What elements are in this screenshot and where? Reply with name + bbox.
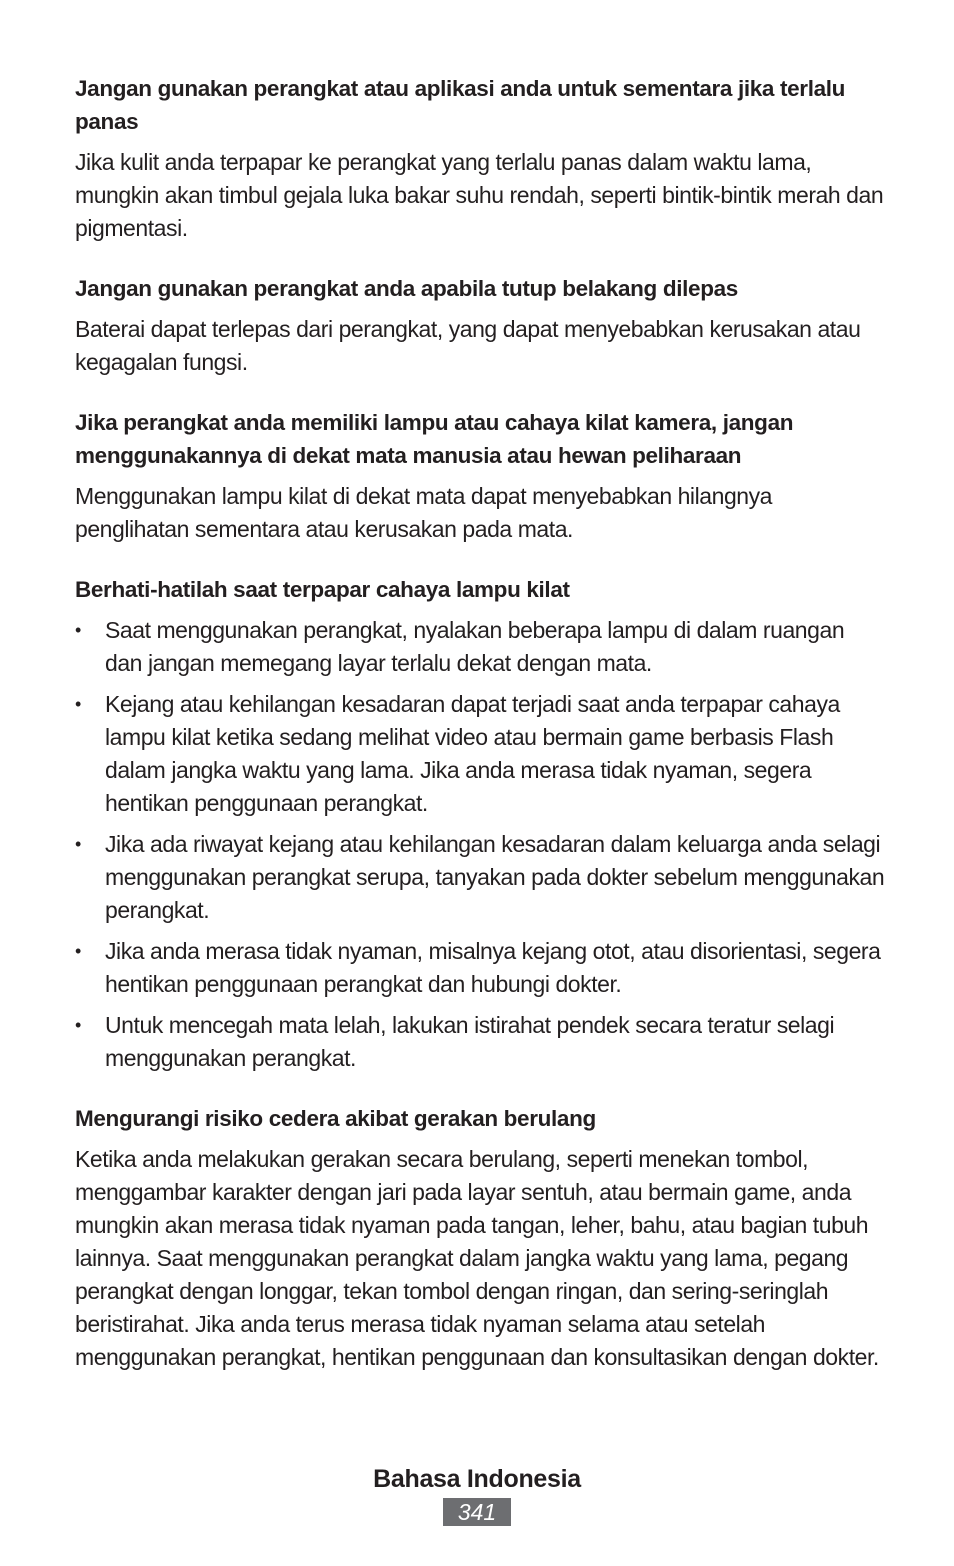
section-heading: Jangan gunakan perangkat anda apabila tutup belakang dilepas — [75, 276, 738, 301]
list-item-text: Untuk mencegah mata lelah, lakukan istirahat pendek secara teratur selagi menggunakan perangkat. — [105, 1012, 835, 1071]
footer-language: Bahasa Indonesia — [373, 1465, 581, 1493]
section-paragraph: Jika kulit anda terpapar ke perangkat yang terlalu panas dalam waktu lama, mungkin akan timbul gejala luka bakar suhu rendah, seperti bintik-bintik merah dan pigmentasi. — [75, 149, 884, 241]
section-heading: Jangan gunakan perangkat atau aplikasi anda untuk sementara jika terlalu panas — [75, 76, 846, 134]
document-body — [75, 72, 885, 1374]
list-item — [75, 614, 885, 680]
section-paragraph: Menggunakan lampu kilat di dekat mata dapat menyebabkan hilangnya penglihatan sementara atau kerusakan pada mata. — [75, 483, 773, 542]
bullet-icon: • — [75, 694, 81, 714]
section-overheat — [75, 72, 885, 245]
bullet-list — [75, 614, 885, 1075]
section-paragraph: Ketika anda melakukan gerakan secara berulang, seperti menekan tombol, menggambar karakter dengan jari pada layar sentuh, atau bermain game, anda mungkin akan merasa tidak nyaman pada tangan, leher, bahu, atau bagian tubuh lainnya. Saat menggunakan perangkat dalam jangka waktu yang lama, pegang perangkat dengan longgar, tekan tombol dengan ringan, dan sering-seringlah beristirahat. Jika anda terus merasa tidak nyaman selama atau setelah menggunakan perangkat, hentikan penggunaan dan konsultasikan dengan dokter. — [75, 1146, 879, 1370]
list-item-text: Jika anda merasa tidak nyaman, misalnya kejang otot, atau disorientasi, segera hentikan penggunaan perangkat dan hubungi dokter. — [105, 938, 881, 997]
list-item-text: Kejang atau kehilangan kesadaran dapat terjadi saat anda terpapar cahaya lampu kilat ketika sedang melihat video atau bermain game berbasis Flash dalam jangka waktu yang lama. Jika anda merasa tidak nyaman, segera hentikan penggunaan perangkat. — [105, 691, 840, 816]
section-flash-exposure — [75, 573, 885, 1075]
bullet-icon: • — [75, 620, 81, 640]
page-footer — [0, 1462, 954, 1526]
section-back-cover — [75, 272, 885, 379]
section-heading: Mengurangi risiko cedera akibat gerakan berulang — [75, 1106, 596, 1131]
page-number: 341 — [443, 1498, 511, 1526]
section-repetitive-motion — [75, 1102, 885, 1374]
list-item — [75, 935, 885, 1001]
bullet-icon: • — [75, 941, 81, 961]
section-heading: Berhati-hatilah saat terpapar cahaya lampu kilat — [75, 577, 570, 602]
section-camera-flash — [75, 406, 885, 546]
list-item — [75, 828, 885, 927]
list-item — [75, 1009, 885, 1075]
bullet-icon: • — [75, 834, 81, 854]
list-item — [75, 688, 885, 820]
section-heading: Jika perangkat anda memiliki lampu atau cahaya kilat kamera, jangan menggunakannya di dekat mata manusia atau hewan peliharaan — [75, 410, 794, 468]
list-item-text: Jika ada riwayat kejang atau kehilangan kesadaran dalam keluarga anda selagi menggunakan perangkat serupa, tanyakan pada dokter sebelum menggunakan perangkat. — [105, 831, 885, 923]
section-paragraph: Baterai dapat terlepas dari perangkat, yang dapat menyebabkan kerusakan atau kegagalan fungsi. — [75, 316, 861, 375]
bullet-icon: • — [75, 1015, 81, 1035]
list-item-text: Saat menggunakan perangkat, nyalakan beberapa lampu di dalam ruangan dan jangan memegang layar terlalu dekat dengan mata. — [105, 617, 845, 676]
